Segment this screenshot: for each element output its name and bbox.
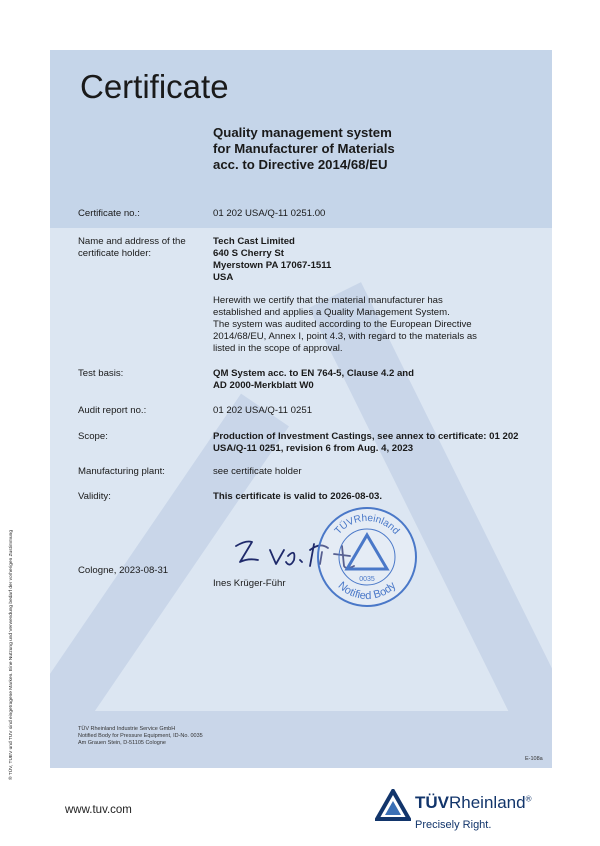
statement-line: The system was audited according to the European Directive (213, 319, 472, 330)
stamp-top-text: TÜVRheinland (332, 512, 402, 537)
brand-name-regular: Rheinland (449, 793, 526, 812)
statement-line: listed in the scope of approval. (213, 343, 343, 354)
tuv-rheinland-brand (375, 789, 555, 837)
form-code: E-108a (525, 756, 543, 762)
brand-name (415, 793, 531, 813)
holder-label-line: certificate holder: (78, 248, 152, 259)
cert-no-label: Certificate no.: (78, 208, 140, 219)
validity-value: This certificate is valid to 2026-08-03. (213, 491, 383, 502)
signatory-name: Ines Krüger-Führ (213, 578, 286, 589)
test-basis-value (213, 368, 552, 392)
cert-no-value: 01 202 USA/Q-11 0251.00 (213, 208, 326, 219)
subtitle-line: for Manufacturer of Materials (213, 141, 395, 156)
statement-line: Herewith we certify that the material manufacturer has (213, 295, 443, 306)
website-link[interactable]: www.tuv.com (65, 804, 132, 816)
issuer-line: Am Grauen Stein, D-51105 Cologne (78, 740, 166, 746)
test-basis-line: AD 2000-Merkblatt W0 (213, 380, 314, 391)
manufacturing-plant-value: see certificate holder (213, 466, 302, 477)
place-date: Cologne, 2023-08-31 (78, 565, 169, 576)
holder-label (78, 236, 186, 260)
holder-street: 640 S Cherry St (213, 248, 284, 259)
holder-address (213, 236, 552, 284)
stamp-number: 0035 (359, 576, 375, 583)
scope-value (213, 431, 552, 455)
issuer-line: Notified Body for Pressure Equipment, ID-No. 0035 (78, 733, 203, 739)
holder-country: USA (213, 272, 234, 283)
issuer-line: TÜV Rheinland Industrie Service GmbH (78, 726, 176, 732)
test-basis-line: QM System acc. to EN 764-5, Clause 4.2 and (213, 368, 415, 379)
holder-name: Tech Cast Limited (213, 236, 295, 247)
statement-line: established and applies a Quality Management System. (213, 307, 450, 318)
holder-label-line: Name and address of the (78, 236, 186, 247)
tuv-triangle-logo-icon (375, 789, 411, 821)
subtitle-line: acc. to Directive 2014/68/EU (213, 157, 388, 172)
registered-mark: ® (525, 794, 532, 804)
scope-line: USA/Q-11 0251, revision 6 from Aug. 4, 2023 (213, 443, 414, 454)
certification-statement (213, 295, 552, 355)
certificate-panel (50, 50, 552, 768)
brand-slogan: Precisely Right. (415, 819, 492, 831)
issuer-info (78, 726, 203, 747)
subtitle-line: Quality management system (213, 125, 392, 140)
scope-line: Production of Investment Castings, see annex to certificate: 01 202 (213, 431, 519, 442)
audit-report-label: Audit report no.: (78, 405, 147, 416)
scope-label: Scope: (78, 431, 108, 442)
certificate-title: Certificate (80, 68, 229, 105)
validity-label: Validity: (78, 491, 111, 502)
manufacturing-plant-label: Manufacturing plant: (78, 466, 165, 477)
test-basis-label: Test basis: (78, 368, 124, 379)
brand-name-bold: TÜV (415, 793, 449, 812)
certificate-subtitle (213, 125, 395, 173)
statement-line: 2014/68/EU, Annex I, point 4.3, with regard to the materials as (213, 331, 477, 342)
audit-report-value: 01 202 USA/Q-11 0251 (213, 405, 313, 416)
notified-body-stamp (315, 505, 419, 609)
stamp-bottom-text: Notified Body (335, 579, 399, 603)
trademark-notice: ® TÜV, TUEV und TUV sind eingetragene Marken. Eine Nutzung und Verwendung bedarf der vorherigen Zustimmung (9, 529, 14, 780)
holder-city: Myerstown PA 17067-1511 (213, 260, 332, 271)
